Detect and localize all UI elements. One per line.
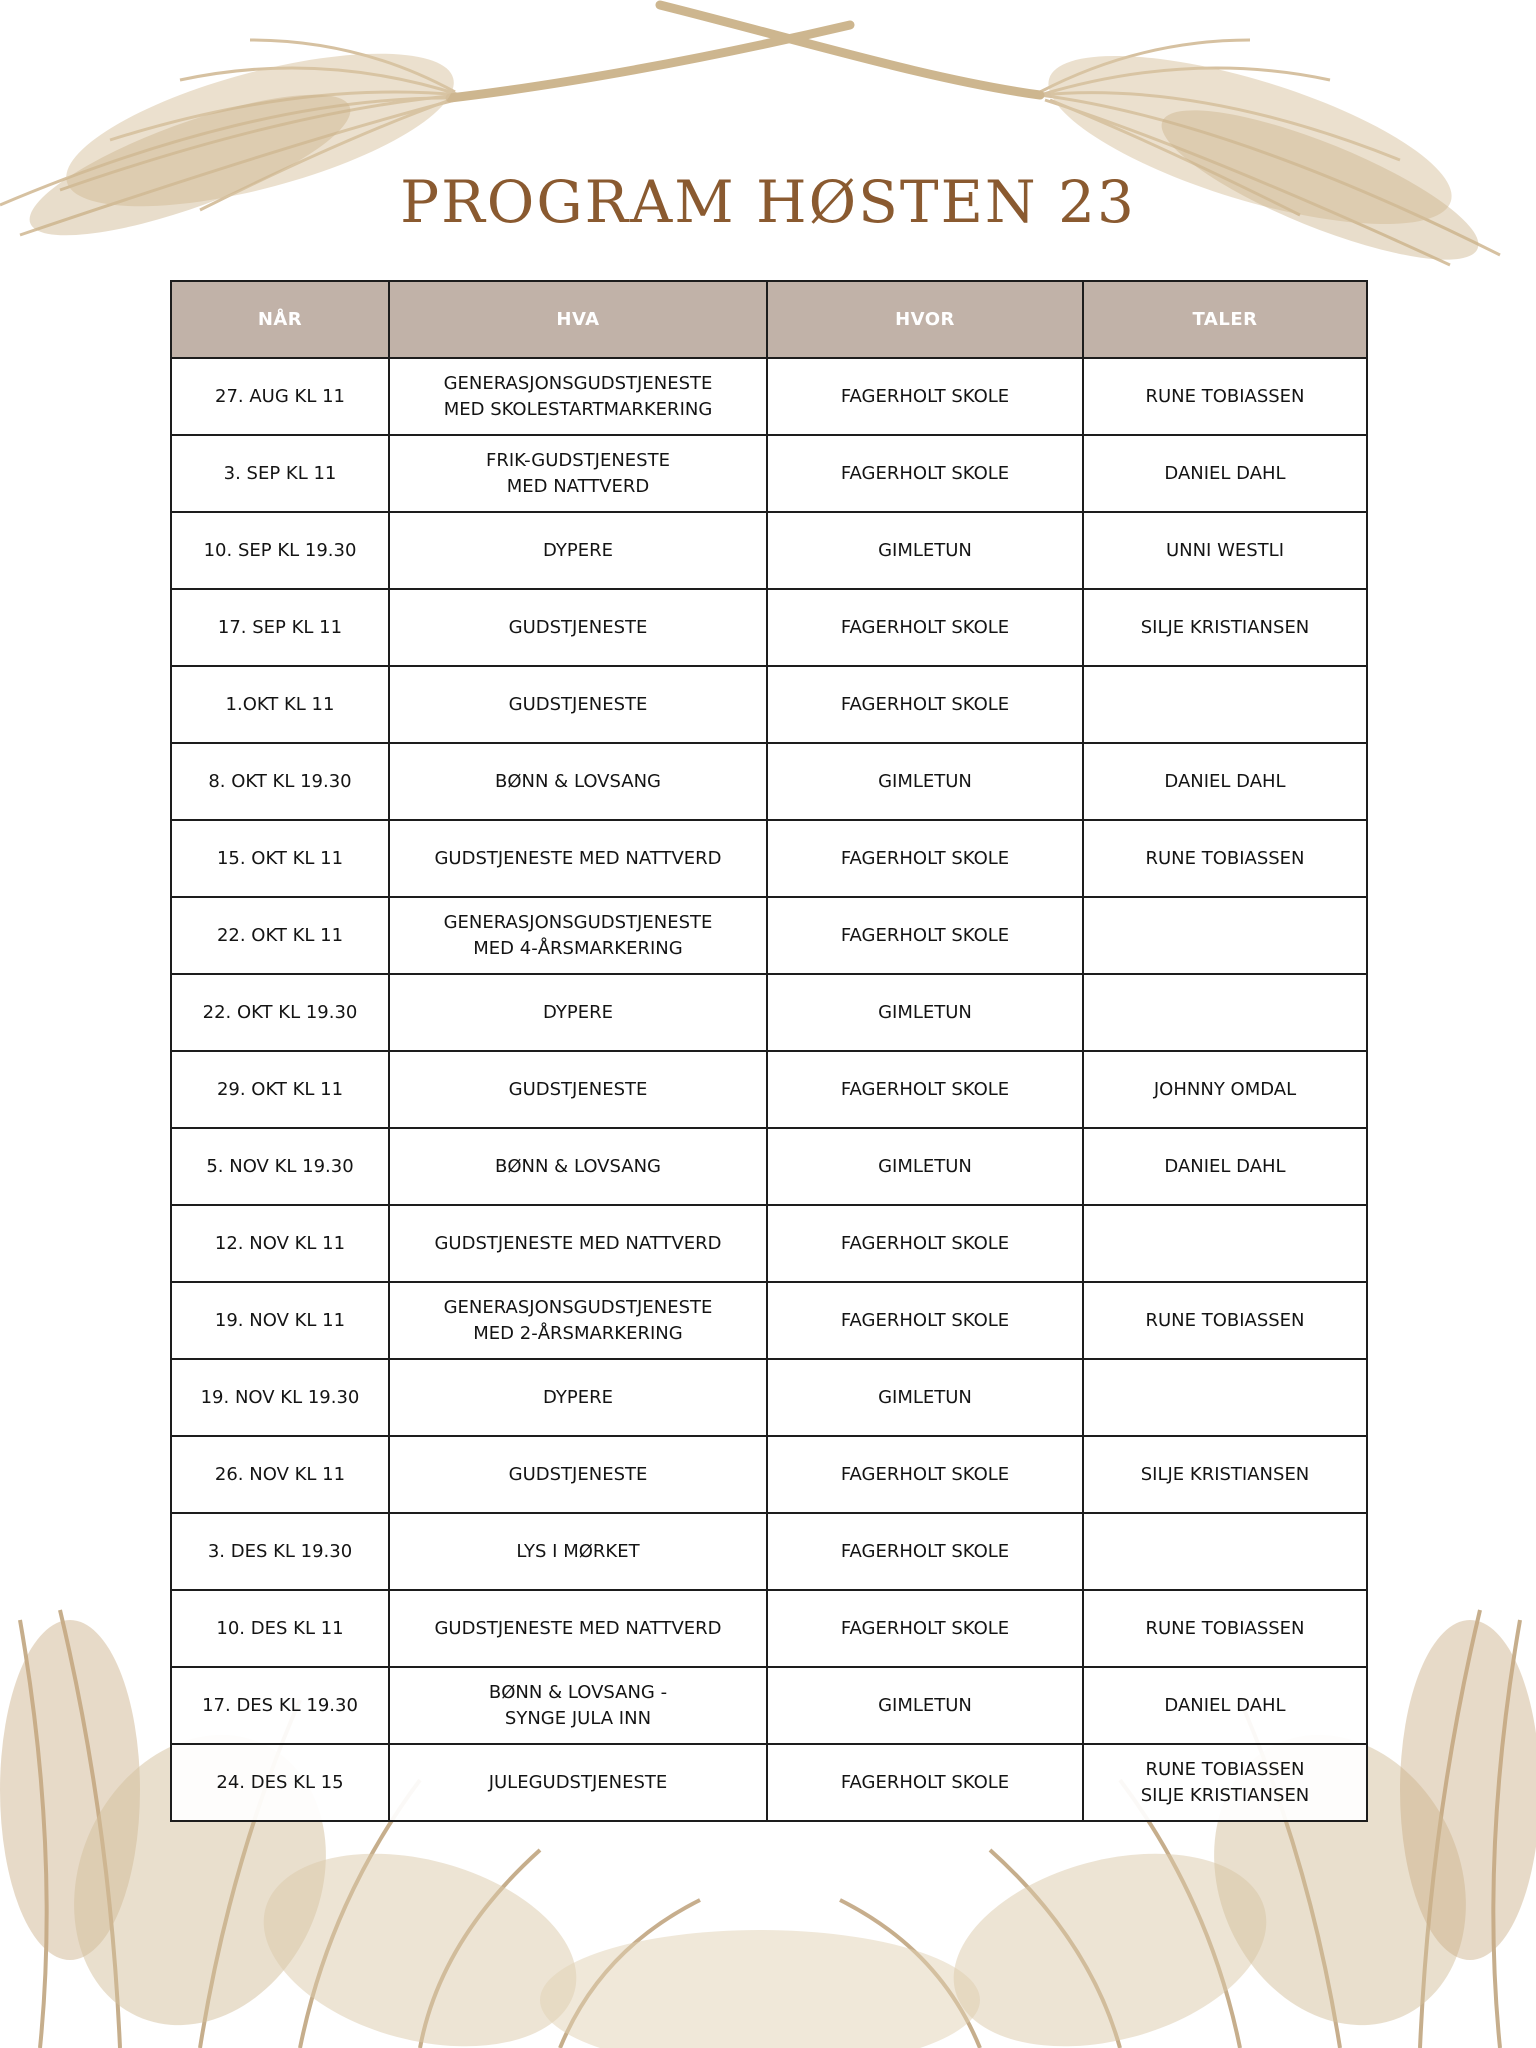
cell-what-line: MED 2-ÅRSMARKERING	[473, 1322, 683, 1344]
cell-speaker	[1083, 589, 1367, 666]
cell-what	[389, 1667, 767, 1744]
cell-what-line: BØNN & LOVSANG	[495, 1155, 661, 1177]
cell-when: 24. DES KL 15	[171, 1744, 389, 1821]
cell-when: 10. DES KL 11	[171, 1590, 389, 1667]
table-row	[171, 974, 1367, 1051]
table-row	[171, 1667, 1367, 1744]
cell-where: GIMLETUN	[767, 1128, 1083, 1205]
table-row	[171, 1282, 1367, 1359]
cell-what	[389, 1359, 767, 1436]
cell-when: 19. NOV KL 11	[171, 1282, 389, 1359]
program-table	[170, 280, 1368, 1822]
table-row	[171, 1744, 1367, 1821]
cell-speaker	[1083, 1282, 1367, 1359]
cell-when: 17. SEP KL 11	[171, 589, 389, 666]
cell-what-line: DYPERE	[543, 539, 613, 561]
table-row	[171, 1359, 1367, 1436]
cell-where: FAGERHOLT SKOLE	[767, 589, 1083, 666]
cell-where: GIMLETUN	[767, 1359, 1083, 1436]
cell-where: FAGERHOLT SKOLE	[767, 1590, 1083, 1667]
header-when: NÅR	[171, 281, 389, 358]
cell-speaker	[1083, 974, 1367, 1051]
cell-when: 26. NOV KL 11	[171, 1436, 389, 1513]
cell-speaker-line: RUNE TOBIASSEN	[1145, 1617, 1305, 1639]
cell-where: GIMLETUN	[767, 743, 1083, 820]
table-row	[171, 1590, 1367, 1667]
cell-what	[389, 512, 767, 589]
cell-where: FAGERHOLT SKOLE	[767, 897, 1083, 974]
cell-what-line: GUDSTJENESTE	[508, 693, 648, 715]
cell-speaker	[1083, 1513, 1367, 1590]
cell-speaker	[1083, 358, 1367, 435]
cell-speaker-line: RUNE TOBIASSEN	[1145, 847, 1305, 869]
cell-what	[389, 1051, 767, 1128]
cell-what	[389, 589, 767, 666]
cell-what-line: DYPERE	[543, 1001, 613, 1023]
table-row	[171, 1051, 1367, 1128]
cell-when: 27. AUG KL 11	[171, 358, 389, 435]
cell-what-line: GENERASJONSGUDSTJENESTE	[443, 1296, 713, 1318]
cell-what-line: SYNGE JULA INN	[504, 1707, 652, 1729]
cell-where: GIMLETUN	[767, 974, 1083, 1051]
top-right-pampas-plume	[660, 5, 1500, 288]
header-speaker: TALER	[1083, 281, 1367, 358]
cell-speaker	[1083, 435, 1367, 512]
header-what: HVA	[389, 281, 767, 358]
cell-speaker-line: UNNI WESTLI	[1165, 539, 1285, 561]
cell-what-line: MED SKOLESTARTMARKERING	[443, 398, 713, 420]
cell-speaker-line: JOHNNY OMDAL	[1153, 1078, 1297, 1100]
cell-when: 22. OKT KL 11	[171, 897, 389, 974]
cell-speaker	[1083, 1436, 1367, 1513]
cell-what-line: BØNN & LOVSANG	[495, 770, 661, 792]
cell-where: FAGERHOLT SKOLE	[767, 1513, 1083, 1590]
cell-what	[389, 435, 767, 512]
cell-where: FAGERHOLT SKOLE	[767, 1051, 1083, 1128]
cell-speaker	[1083, 1667, 1367, 1744]
cell-what-line: GENERASJONSGUDSTJENESTE	[443, 372, 713, 394]
cell-when: 15. OKT KL 11	[171, 820, 389, 897]
cell-speaker	[1083, 1205, 1367, 1282]
cell-where: FAGERHOLT SKOLE	[767, 1205, 1083, 1282]
page-title: PROGRAM HØSTEN 23	[400, 168, 1136, 236]
cell-where: FAGERHOLT SKOLE	[767, 435, 1083, 512]
cell-where: FAGERHOLT SKOLE	[767, 358, 1083, 435]
cell-what-line: GUDSTJENESTE MED NATTVERD	[434, 847, 722, 869]
cell-where: GIMLETUN	[767, 512, 1083, 589]
cell-when: 19. NOV KL 19.30	[171, 1359, 389, 1436]
cell-when: 3. SEP KL 11	[171, 435, 389, 512]
cell-when: 17. DES KL 19.30	[171, 1667, 389, 1744]
cell-what	[389, 1128, 767, 1205]
cell-when: 29. OKT KL 11	[171, 1051, 389, 1128]
cell-when: 10. SEP KL 19.30	[171, 512, 389, 589]
table-row	[171, 1513, 1367, 1590]
cell-what-line: FRIK-GUDSTJENESTE	[486, 449, 670, 471]
cell-speaker	[1083, 743, 1367, 820]
cell-what	[389, 1744, 767, 1821]
table-row	[171, 1436, 1367, 1513]
cell-what-line: GENERASJONSGUDSTJENESTE	[443, 911, 713, 933]
cell-where: FAGERHOLT SKOLE	[767, 1436, 1083, 1513]
cell-speaker-line: SILJE KRISTIANSEN	[1140, 1463, 1310, 1485]
cell-what-line: GUDSTJENESTE MED NATTVERD	[434, 1617, 722, 1639]
table-row	[171, 435, 1367, 512]
cell-what	[389, 1205, 767, 1282]
cell-where: FAGERHOLT SKOLE	[767, 1282, 1083, 1359]
cell-what-line: LYS I MØRKET	[516, 1540, 640, 1562]
cell-what	[389, 1282, 767, 1359]
cell-speaker-line: DANIEL DAHL	[1164, 462, 1286, 484]
cell-what-line: JULEGUDSTJENESTE	[488, 1771, 668, 1793]
cell-what	[389, 1590, 767, 1667]
cell-speaker-line: DANIEL DAHL	[1164, 1155, 1286, 1177]
cell-speaker	[1083, 1128, 1367, 1205]
cell-speaker-line: DANIEL DAHL	[1164, 770, 1286, 792]
cell-what	[389, 820, 767, 897]
table-row	[171, 743, 1367, 820]
cell-what	[389, 897, 767, 974]
cell-what	[389, 666, 767, 743]
cell-when: 5. NOV KL 19.30	[171, 1128, 389, 1205]
cell-speaker	[1083, 820, 1367, 897]
cell-speaker-line: RUNE TOBIASSEN	[1145, 1309, 1305, 1331]
table-row	[171, 1205, 1367, 1282]
cell-what-line: BØNN & LOVSANG -	[488, 1681, 668, 1703]
cell-speaker	[1083, 1744, 1367, 1821]
table-row	[171, 589, 1367, 666]
header-where: HVOR	[767, 281, 1083, 358]
cell-what	[389, 974, 767, 1051]
table-row	[171, 666, 1367, 743]
table-row	[171, 820, 1367, 897]
cell-speaker	[1083, 1051, 1367, 1128]
cell-speaker	[1083, 897, 1367, 974]
cell-where: FAGERHOLT SKOLE	[767, 820, 1083, 897]
cell-speaker	[1083, 666, 1367, 743]
cell-when: 3. DES KL 19.30	[171, 1513, 389, 1590]
cell-where: FAGERHOLT SKOLE	[767, 666, 1083, 743]
cell-speaker-line: SILJE KRISTIANSEN	[1140, 616, 1310, 638]
cell-speaker-line: SILJE KRISTIANSEN	[1140, 1784, 1310, 1806]
table-header-row	[171, 281, 1367, 358]
cell-speaker	[1083, 512, 1367, 589]
cell-what-line: GUDSTJENESTE	[508, 616, 648, 638]
cell-where: GIMLETUN	[767, 1667, 1083, 1744]
cell-what-line: MED NATTVERD	[506, 475, 650, 497]
table-row	[171, 1128, 1367, 1205]
cell-where: FAGERHOLT SKOLE	[767, 1744, 1083, 1821]
table-row	[171, 512, 1367, 589]
cell-what	[389, 743, 767, 820]
cell-when: 22. OKT KL 19.30	[171, 974, 389, 1051]
cell-what	[389, 1436, 767, 1513]
cell-what	[389, 1513, 767, 1590]
table-row	[171, 358, 1367, 435]
cell-what-line: GUDSTJENESTE MED NATTVERD	[434, 1232, 722, 1254]
cell-when: 12. NOV KL 11	[171, 1205, 389, 1282]
cell-speaker	[1083, 1359, 1367, 1436]
cell-speaker-line: RUNE TOBIASSEN	[1145, 1758, 1305, 1780]
cell-when: 1.OKT KL 11	[171, 666, 389, 743]
cell-speaker-line: RUNE TOBIASSEN	[1145, 385, 1305, 407]
cell-what-line: GUDSTJENESTE	[508, 1463, 648, 1485]
table-row	[171, 897, 1367, 974]
cell-what-line: MED 4-ÅRSMARKERING	[473, 937, 683, 959]
cell-speaker-line: DANIEL DAHL	[1164, 1694, 1286, 1716]
cell-speaker	[1083, 1590, 1367, 1667]
cell-what-line: GUDSTJENESTE	[508, 1078, 648, 1100]
cell-what	[389, 358, 767, 435]
cell-when: 8. OKT KL 19.30	[171, 743, 389, 820]
cell-what-line: DYPERE	[543, 1386, 613, 1408]
